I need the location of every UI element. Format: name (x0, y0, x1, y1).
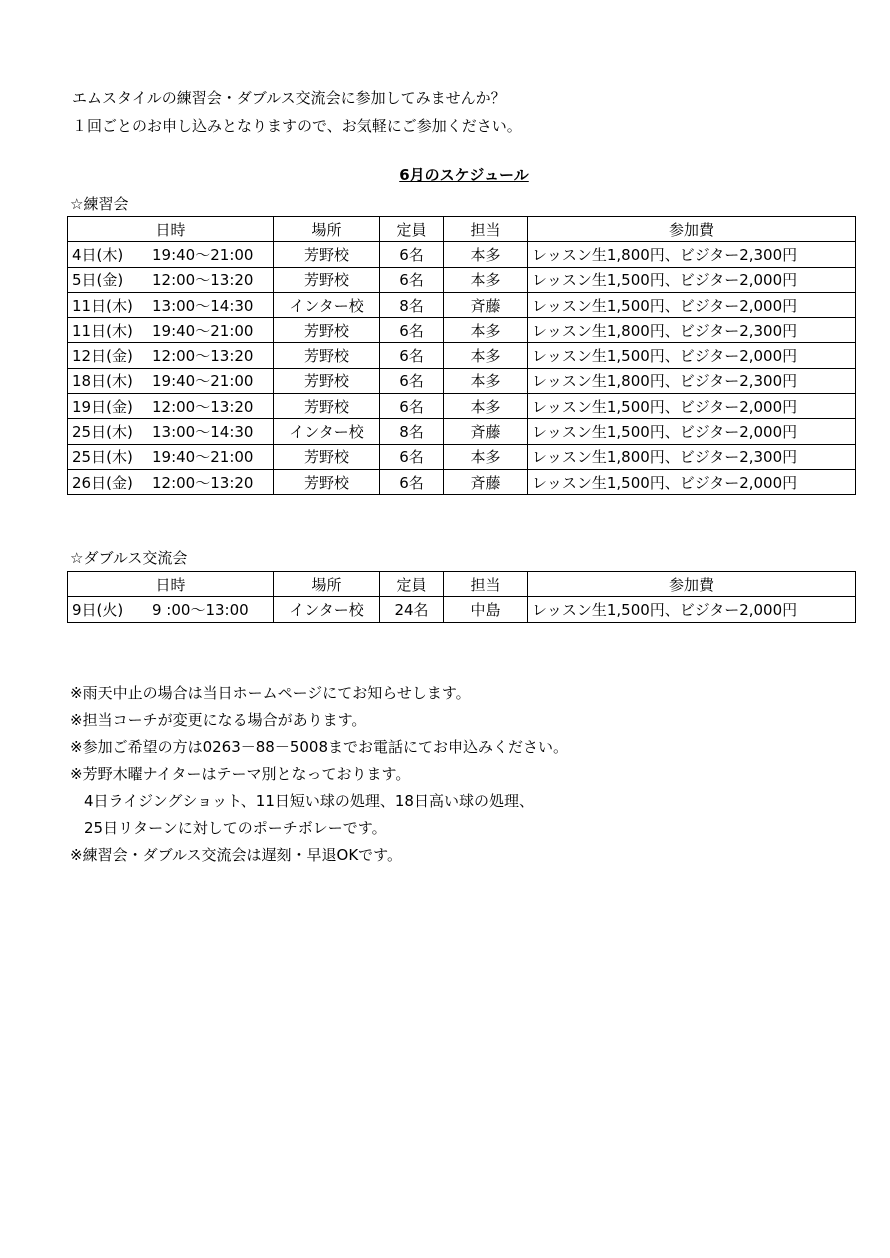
cell-datetime (68, 419, 274, 444)
cell-datetime (68, 597, 274, 622)
cell-datetime (68, 292, 274, 317)
cell-coach: 斉藤 (444, 469, 528, 494)
note-line: ※参加ご希望の方は0263－88－5008までお電話にてお申込みください。 (70, 738, 569, 756)
cell-date: 25日(木) (72, 448, 133, 467)
cell-datetime (68, 318, 274, 343)
cell-datetime (68, 343, 274, 368)
doubles-section-label: ☆ダブルス交流会 (70, 549, 188, 567)
cell-datetime (68, 242, 274, 267)
cell-datetime (68, 267, 274, 292)
cell-datetime (68, 368, 274, 393)
intro-text (72, 84, 522, 140)
cell-place: インター校 (274, 597, 380, 622)
cell-capacity: 6名 (380, 343, 444, 368)
cell-time: 13:00～14:30 (152, 423, 254, 442)
header-place: 場所 (274, 572, 380, 597)
note-line: ※練習会・ダブルス交流会は遅刻・早退OKです。 (70, 846, 402, 864)
cell-date: 26日(金) (72, 473, 133, 492)
table-header-row (68, 217, 856, 242)
cell-coach: 斉藤 (444, 419, 528, 444)
note-line: ※担当コーチが変更になる場合があります。 (70, 711, 367, 729)
note-line: 4日ライジングショット、11日短い球の処理、18日高い球の処理、 (84, 792, 534, 810)
header-place: 場所 (274, 217, 380, 242)
header-fee: 参加費 (528, 217, 856, 242)
cell-coach: 本多 (444, 368, 528, 393)
table-row (68, 292, 856, 317)
cell-date: 9日(火) (72, 600, 124, 619)
cell-place: 芳野校 (274, 267, 380, 292)
cell-coach: 斉藤 (444, 292, 528, 317)
cell-fee: レッスン生1,500円、ビジター2,000円 (528, 343, 856, 368)
cell-capacity: 6名 (380, 318, 444, 343)
cell-date: 25日(木) (72, 423, 133, 442)
cell-coach: 中島 (444, 597, 528, 622)
cell-time: 12:00～13:20 (152, 271, 254, 290)
cell-coach: 本多 (444, 318, 528, 343)
cell-time: 12:00～13:20 (152, 347, 254, 366)
cell-place: 芳野校 (274, 242, 380, 267)
cell-date: 18日(木) (72, 372, 133, 391)
cell-fee: レッスン生1,800円、ビジター2,300円 (528, 368, 856, 393)
cell-fee: レッスン生1,500円、ビジター2,000円 (528, 394, 856, 419)
cell-date: 19日(金) (72, 397, 133, 416)
table-row (68, 444, 856, 469)
cell-date: 11日(木) (72, 296, 133, 315)
cell-time: 9 :00～13:00 (152, 600, 249, 619)
practice-section-label: ☆練習会 (70, 195, 129, 213)
cell-time: 13:00～14:30 (152, 296, 254, 315)
cell-fee: レッスン生1,500円、ビジター2,000円 (528, 469, 856, 494)
doubles-schedule-table (67, 571, 856, 623)
cell-time: 12:00～13:20 (152, 473, 254, 492)
cell-fee: レッスン生1,500円、ビジター2,000円 (528, 267, 856, 292)
cell-datetime (68, 394, 274, 419)
cell-coach: 本多 (444, 444, 528, 469)
cell-coach: 本多 (444, 394, 528, 419)
cell-fee: レッスン生1,800円、ビジター2,300円 (528, 444, 856, 469)
intro-line: エムスタイルの練習会・ダブルス交流会に参加してみませんか？ (72, 89, 506, 107)
cell-capacity: 6名 (380, 267, 444, 292)
cell-time: 19:40～21:00 (152, 448, 254, 467)
cell-date: 5日(金) (72, 271, 124, 290)
header-capacity: 定員 (380, 217, 444, 242)
table-row (68, 318, 856, 343)
table-row (68, 469, 856, 494)
cell-capacity: 8名 (380, 292, 444, 317)
header-coach: 担当 (444, 572, 528, 597)
table-row (68, 394, 856, 419)
table-row (68, 343, 856, 368)
schedule-title: 6月のスケジュール (399, 166, 529, 184)
cell-place: インター校 (274, 419, 380, 444)
cell-capacity: 6名 (380, 444, 444, 469)
cell-place: 芳野校 (274, 368, 380, 393)
header-datetime: 日時 (68, 572, 274, 597)
table-row (68, 597, 856, 622)
cell-datetime (68, 444, 274, 469)
table-row (68, 267, 856, 292)
cell-coach: 本多 (444, 343, 528, 368)
cell-date: 12日(金) (72, 347, 133, 366)
table-header-row (68, 572, 856, 597)
cell-fee: レッスン生1,800円、ビジター2,300円 (528, 318, 856, 343)
cell-datetime (68, 469, 274, 494)
note-line: ※雨天中止の場合は当日ホームページにてお知らせします。 (70, 684, 471, 702)
cell-coach: 本多 (444, 242, 528, 267)
cell-time: 19:40～21:00 (152, 321, 254, 340)
cell-capacity: 6名 (380, 242, 444, 267)
note-line: ※芳野木曜ナイターはテーマ別となっております。 (70, 765, 411, 783)
cell-fee: レッスン生1,500円、ビジター2,000円 (528, 292, 856, 317)
cell-place: 芳野校 (274, 343, 380, 368)
cell-time: 19:40～21:00 (152, 372, 254, 391)
intro-line: １回ごとのお申し込みとなりますので、お気軽にご参加ください。 (72, 117, 522, 135)
cell-time: 12:00～13:20 (152, 397, 254, 416)
cell-coach: 本多 (444, 267, 528, 292)
cell-place: 芳野校 (274, 469, 380, 494)
cell-place: 芳野校 (274, 394, 380, 419)
cell-time: 19:40～21:00 (152, 245, 254, 264)
table-row (68, 242, 856, 267)
cell-capacity: 24名 (380, 597, 444, 622)
header-datetime: 日時 (68, 217, 274, 242)
table-row (68, 368, 856, 393)
cell-capacity: 6名 (380, 368, 444, 393)
cell-fee: レッスン生1,500円、ビジター2,000円 (528, 597, 856, 622)
practice-schedule-table (67, 216, 856, 495)
cell-capacity: 6名 (380, 469, 444, 494)
notes (70, 680, 568, 869)
note-line: 25日リターンに対してのポーチボレーです。 (84, 819, 387, 837)
cell-date: 11日(木) (72, 321, 133, 340)
cell-place: インター校 (274, 292, 380, 317)
cell-capacity: 8名 (380, 419, 444, 444)
cell-place: 芳野校 (274, 444, 380, 469)
header-fee: 参加費 (528, 572, 856, 597)
cell-fee: レッスン生1,500円、ビジター2,000円 (528, 419, 856, 444)
cell-date: 4日(木) (72, 245, 124, 264)
cell-place: 芳野校 (274, 318, 380, 343)
header-capacity: 定員 (380, 572, 444, 597)
table-row (68, 419, 856, 444)
cell-capacity: 6名 (380, 394, 444, 419)
header-coach: 担当 (444, 217, 528, 242)
cell-fee: レッスン生1,800円、ビジター2,300円 (528, 242, 856, 267)
